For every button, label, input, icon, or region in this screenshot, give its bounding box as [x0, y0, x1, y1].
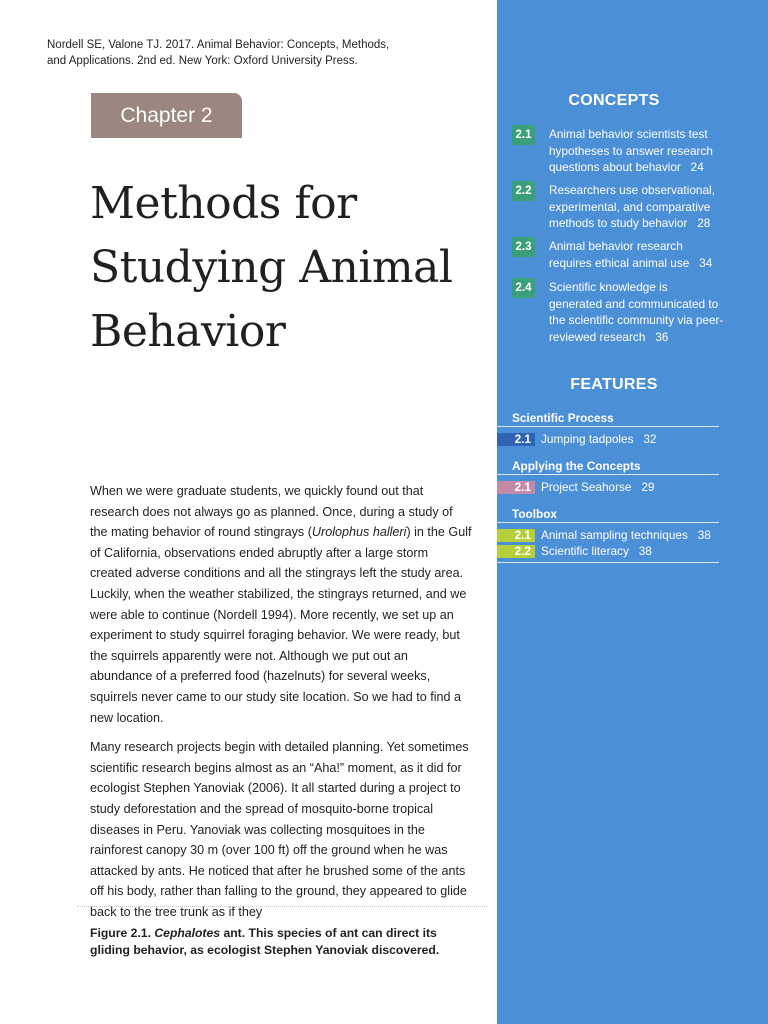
species-name: Urolophus halleri [311, 525, 407, 540]
concept-text: Animal behavior scientists test hypotheses to answer research questions about behavior 24 [549, 127, 713, 174]
concepts-heading: CONCEPTS [568, 92, 660, 109]
feature-number: 2.1 [497, 433, 535, 446]
figure-separator [77, 906, 487, 907]
figure-label: Figure 2.1. [90, 926, 151, 940]
paragraph-1-end: ) in the Gulf of California, observations ended abruptly after a large storm created adverse conditions and all the stingrays left the study area. Luckily, when the weather stabilized, the stingrays returned, and we were able to continue (Nordell 1994). More recently, we set up an experiment to study squirrel foraging behavior. We were ready, but the squirrels apparently were not. Although we put out an abundance of a preferred food (hazelnuts) for several weeks, squirrels never came to our study site location. So we had to find a new location. [90, 525, 472, 725]
feature-page: 38 [697, 528, 711, 542]
feature-number: 2.2 [497, 545, 535, 558]
feature-page: 29 [641, 480, 655, 494]
concept-text: Scientific knowledge is generated and communicated to the scientific community via peer-reviewed research 36 [549, 280, 724, 344]
chapter-title-line-2: Studying Animal [90, 242, 453, 293]
feature-number: 2.1 [497, 481, 535, 494]
feature-label: Project Seahorse 29 [541, 480, 655, 494]
feature-label: Animal sampling techniques 38 [541, 528, 711, 542]
chapter-label: Chapter 2 [91, 93, 242, 138]
concept-number: 2.3 [512, 237, 535, 257]
citation-line-1: Nordell SE, Valone TJ. 2017. Animal Behavior: Concepts, Methods, [47, 39, 390, 51]
feature-divider [497, 522, 719, 523]
citation [47, 37, 467, 69]
feature-number: 2.1 [497, 529, 535, 542]
concept-page: 34 [699, 255, 713, 270]
paragraph-1-start: When we were graduate students, we quickly found out that research does not always go as planned. Once, during a study of the mating behavior of round stingrays ( [90, 484, 453, 540]
feature-item[interactable] [497, 545, 727, 558]
concept-text: Animal behavior research requires ethical animal use 34 [549, 239, 713, 270]
feature-divider [497, 562, 719, 563]
feature-page: 32 [643, 432, 657, 446]
features-heading: FEATURES [570, 376, 658, 393]
concept-number: 2.4 [512, 278, 535, 298]
figure-species: Cephalotes [154, 926, 221, 940]
feature-divider [497, 426, 719, 427]
feature-page: 38 [638, 544, 652, 558]
feature-item[interactable] [497, 433, 727, 446]
figure-caption [90, 925, 470, 959]
paragraph-1 [90, 481, 472, 728]
chapter-title [90, 172, 490, 364]
concept-number: 2.2 [512, 181, 535, 201]
chapter-sidebar [497, 0, 768, 1024]
concept-number: 2.1 [512, 125, 535, 145]
body-text [90, 481, 472, 931]
concept-text: Researchers use observational, experimental, and comparative methods to study behavior 28 [549, 183, 715, 230]
feature-label: Jumping tadpoles 32 [541, 432, 657, 446]
feature-item[interactable] [497, 529, 727, 542]
citation-line-2: and Applications. 2nd ed. New York: Oxford University Press. [47, 55, 358, 67]
chapter-title-line-3: Behavior [90, 306, 286, 357]
chapter-title-line-1: Methods for [90, 178, 357, 229]
feature-group-applying-concepts: Applying the Concepts [512, 459, 641, 473]
feature-item[interactable] [497, 481, 727, 494]
feature-label: Scientific literacy 38 [541, 544, 652, 558]
feature-group-toolbox: Toolbox [512, 507, 557, 521]
paragraph-2: Many research projects begin with detailed planning. Yet sometimes scientific research begins almost as an “Aha!” moment, as it did for ecologist Stephen Yanoviak (2006). It all started during a project to study deforestation and the spread of mosquito-borne tropical diseases in Peru. Yanoviak was collecting mosquitoes in the rainforest canopy 30 m (over 100 ft) off the ground when he was attacked by ants. He noticed that after he brushed some of the ants off his body, rather than falling to the ground, they appeared to glide back to the tree trunk as if they [90, 740, 469, 919]
concept-page: 36 [655, 329, 669, 344]
concept-page: 24 [690, 160, 704, 174]
feature-divider [497, 474, 719, 475]
figure-text: ant. This species of ant can direct its gliding behavior, as ecologist Stephen Yanoviak discovered. [90, 926, 440, 957]
feature-group-scientific-process: Scientific Process [512, 411, 614, 425]
concept-page: 28 [697, 216, 711, 230]
